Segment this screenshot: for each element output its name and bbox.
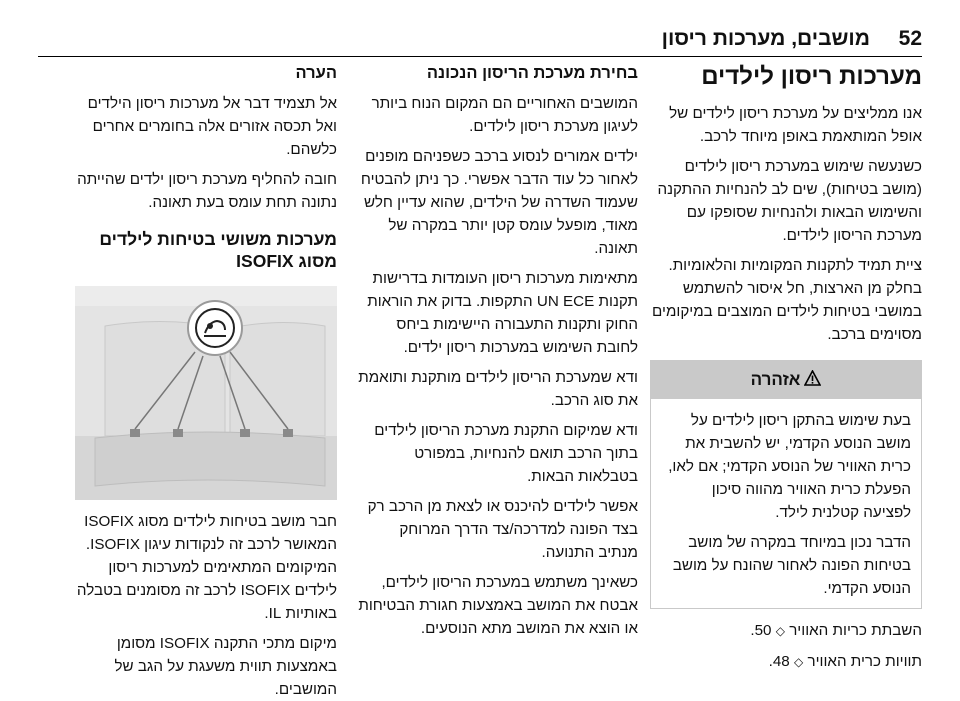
rear-seat-illustration bbox=[75, 286, 337, 500]
warning-triangle-icon bbox=[804, 370, 821, 391]
paragraph: חבר מושב בטיחות לילדים מסוג ISOFIX המאושר לרכב זה לנקודות עיגון ISOFIX. המיקומים המתאימים למערכות ריסון לילדים ISOFIX לרכב זה מסומנים בטבלה באותיות IL. bbox=[76, 513, 337, 622]
paragraph: כשנעשה שימוש במערכת ריסון לילדים (מושב בטיחות), שים לב להנחיות ההתקנה והשימוש הבאות ולהנחיות שסופקו עם מערכת הריסון לילדים. bbox=[657, 158, 922, 244]
warning-header bbox=[651, 361, 921, 399]
warning-box bbox=[650, 360, 922, 609]
paragraph: המושבים האחוריים הם המקום הנוח ביותר לעיגון מערכת ריסון לילדים. bbox=[371, 95, 638, 135]
paragraph: ודא שמערכת הריסון לילדים מותקנת ותואמת את סוג הרכב. bbox=[358, 369, 638, 409]
page-header bbox=[0, 0, 960, 58]
section-title-isofix: מערכות משושי בטיחות לילדים מסוג ISOFIX bbox=[99, 229, 337, 271]
isofix-seat-figure bbox=[75, 286, 337, 500]
warning-paragraph: בעת שימוש בהתקן ריסון לילדים על מושב הנוסע הקדמי, יש להשבית את כרית האוויר של הנוסע הקדמי; אם לאו, הפעלת כרית האוויר מהווה סיכון לפציעה קטלנית לילד. bbox=[668, 412, 911, 521]
warning-label: אזהרה bbox=[750, 370, 801, 389]
paragraph: כשאינך משתמש במערכת הריסון לילדים, אבטח את המושב באמצעות חגורת הבטיחות או הוצא את המושב מתא הנוסעים. bbox=[358, 574, 638, 637]
left-column bbox=[75, 62, 337, 701]
paragraph: ילדים אמורים לנסוע ברכב כשפניהם מופנים לאחור כל עוד הדבר אפשרי. כך ניתן להבטיח שעמוד השדרה של הילדים, שהוא עדיין חלש מאוד, מופעל עומס קטן יותר במקרה של תאונה. bbox=[360, 148, 638, 257]
paragraph: מתאימות מערכות ריסון העומדות בדרישות תקנות UN ECE התקפות. בדוק את הוראות החוק ותקנות התעבורה היישימות ביחס לחובת השימוש במערכות ריסון ילדים. bbox=[367, 270, 638, 356]
paragraph: ודא שמיקום התקנת מערכת הריסון לילדים בתוך הרכב תואם להנחיות, במפורט בטבלאות הבאות. bbox=[374, 422, 638, 485]
section-title-child-restraints: מערכות ריסון לילדים bbox=[701, 63, 922, 90]
note-title: הערה bbox=[295, 64, 337, 82]
xref-page: 50. bbox=[750, 622, 772, 639]
cross-reference[interactable] bbox=[650, 650, 922, 674]
xref-arrow-icon: ◇ bbox=[775, 624, 785, 638]
page-number: 52 bbox=[898, 27, 922, 50]
paragraph: ציית תמיד לתקנות המקומיות והלאומיות. בחלק מן הארצות, חל איסור להשתמש במושבי בטיחות לילדים המוצבים במיקומים מסוימים ברכב. bbox=[652, 257, 922, 343]
section-title-choosing-restraint: בחירת מערכת הריסון הנכונה bbox=[426, 64, 638, 82]
xref-text: השבתת כריות האוויר bbox=[789, 622, 922, 639]
xref-page: 48. bbox=[768, 653, 790, 670]
middle-column bbox=[356, 62, 638, 640]
header-divider bbox=[38, 56, 922, 57]
xref-arrow-icon: ◇ bbox=[793, 655, 804, 669]
warning-paragraph: הדבר נכון במיוחד במקרה של מושב בטיחות הפונה לאחור שהונח על מושב הנוסע הקדמי. bbox=[672, 534, 911, 597]
note-paragraph: אל תצמיד דבר אל מערכות ריסון הילדים ואל תכסה אזורים אלה בחומרים אחרים כלשהם. bbox=[87, 95, 337, 158]
note-paragraph: חובה להחליף מערכת ריסון ילדים שהייתה נתונה תחת עומס בעת תאונה. bbox=[77, 171, 337, 211]
right-column bbox=[650, 62, 922, 674]
cross-reference[interactable] bbox=[650, 619, 922, 643]
running-title: מושבים, מערכות ריסון bbox=[661, 27, 870, 50]
paragraph: אפשר לילדים להיכנס או לצאת מן הרכב רק בצד הפונה למדרכה/צד הדרך המרוחק מנתיב התנועה. bbox=[367, 498, 638, 561]
xref-text: תוויות כרית האוויר bbox=[807, 653, 922, 670]
paragraph: מיקום מתכי התקנה ISOFIX מסומן באמצעות תווית משעגת על הגב של המושבים. bbox=[114, 635, 337, 698]
paragraph: אנו ממליצים על מערכת ריסון לילדים של אופל המותאמת באופן מיוחד לרכב. bbox=[669, 105, 922, 145]
